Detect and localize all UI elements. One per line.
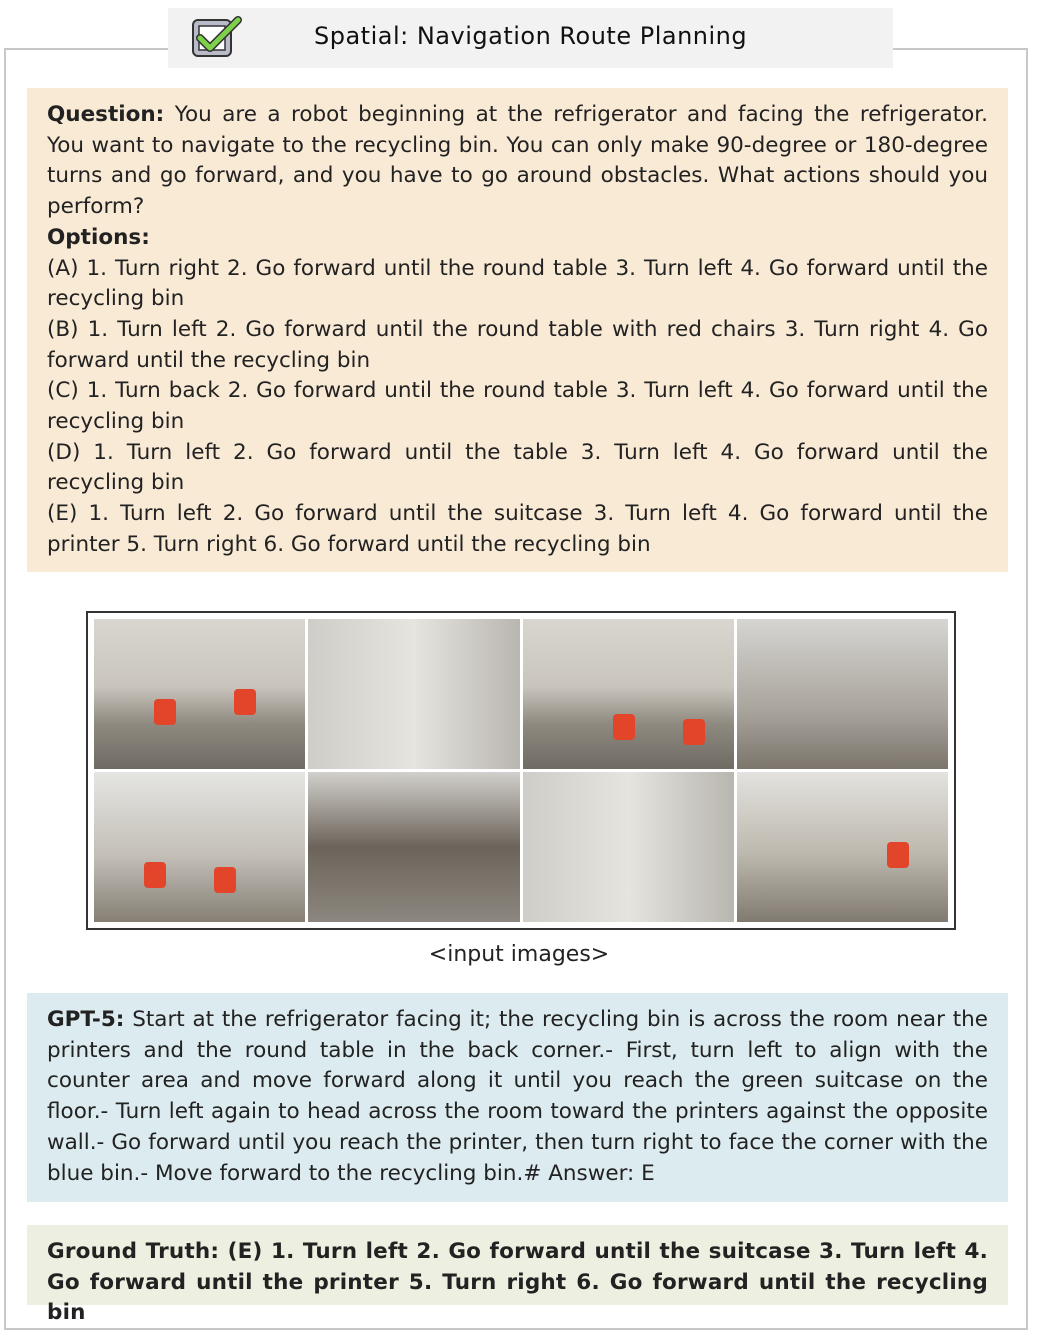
images-caption: <input images> xyxy=(428,942,610,967)
input-image xyxy=(737,772,948,922)
question-text: You are a robot beginning at the refrigerator and facing the refrigerator. You want to navigate to the recycling bin. You can only make 90-degree or 180-degree turns and go forward, and you have to go around obstacles. What actions should you perform? xyxy=(47,102,988,220)
option-a: (A) 1. Turn right 2. Go forward until the round table 3. Turn left 4. Go forward until the recycling bin xyxy=(47,255,988,312)
checkbox-checked-icon xyxy=(190,16,244,60)
input-image xyxy=(523,772,734,922)
input-image xyxy=(94,772,305,922)
question xyxy=(47,100,988,223)
input-image xyxy=(523,619,734,769)
answer-label: GPT-5: xyxy=(47,1007,125,1032)
option-e: (E) 1. Turn left 2. Go forward until the suitcase 3. Turn left 4. Go forward until the printer 5. Turn right 6. Go forward until the recycling bin xyxy=(47,501,988,557)
option-d: (D) 1. Turn left 2. Go forward until the table 3. Turn left 4. Go forward until the recycling bin xyxy=(47,439,988,496)
options-label: Options: xyxy=(47,224,150,250)
header-bar xyxy=(168,8,893,68)
input-image xyxy=(308,772,519,922)
page-title: Spatial: Navigation Route Planning xyxy=(314,22,748,50)
answer-text: Start at the refrigerator facing it; the recycling bin is across the room near the printers and the round table in the back corner.- First, turn left to align with the counter area and move forward along it until you reach the green suitcase on the floor.- Turn left again to head across the room toward the printers against the opposite wall.- Go forward until you reach the printer, then turn right to face the corner with the blue bin.- Move forward to the recycling bin.# Answer: E xyxy=(47,1007,988,1186)
question-label: Question: xyxy=(47,102,165,127)
ground-truth-panel xyxy=(27,1225,1008,1326)
input-images-grid xyxy=(86,611,956,930)
input-image xyxy=(737,619,948,769)
input-image xyxy=(308,619,519,769)
option-b: (B) 1. Turn left 2. Go forward until the round table with red chairs 3. Turn right 4. Go forward until the recycling bin xyxy=(47,316,988,373)
ground-truth-text: Ground Truth: (E) 1. Turn left 2. Go forward until the suitcase 3. Turn left 4. Go forward until the printer 5. Turn right 6. Go forward until the recycling bin xyxy=(47,1239,988,1326)
question-panel xyxy=(27,88,1008,572)
option-c: (C) 1. Turn back 2. Go forward until the round table 3. Turn left 4. Go forward until the recycling bin xyxy=(47,378,988,435)
input-image xyxy=(94,619,305,769)
model-answer-panel xyxy=(27,993,1008,1202)
